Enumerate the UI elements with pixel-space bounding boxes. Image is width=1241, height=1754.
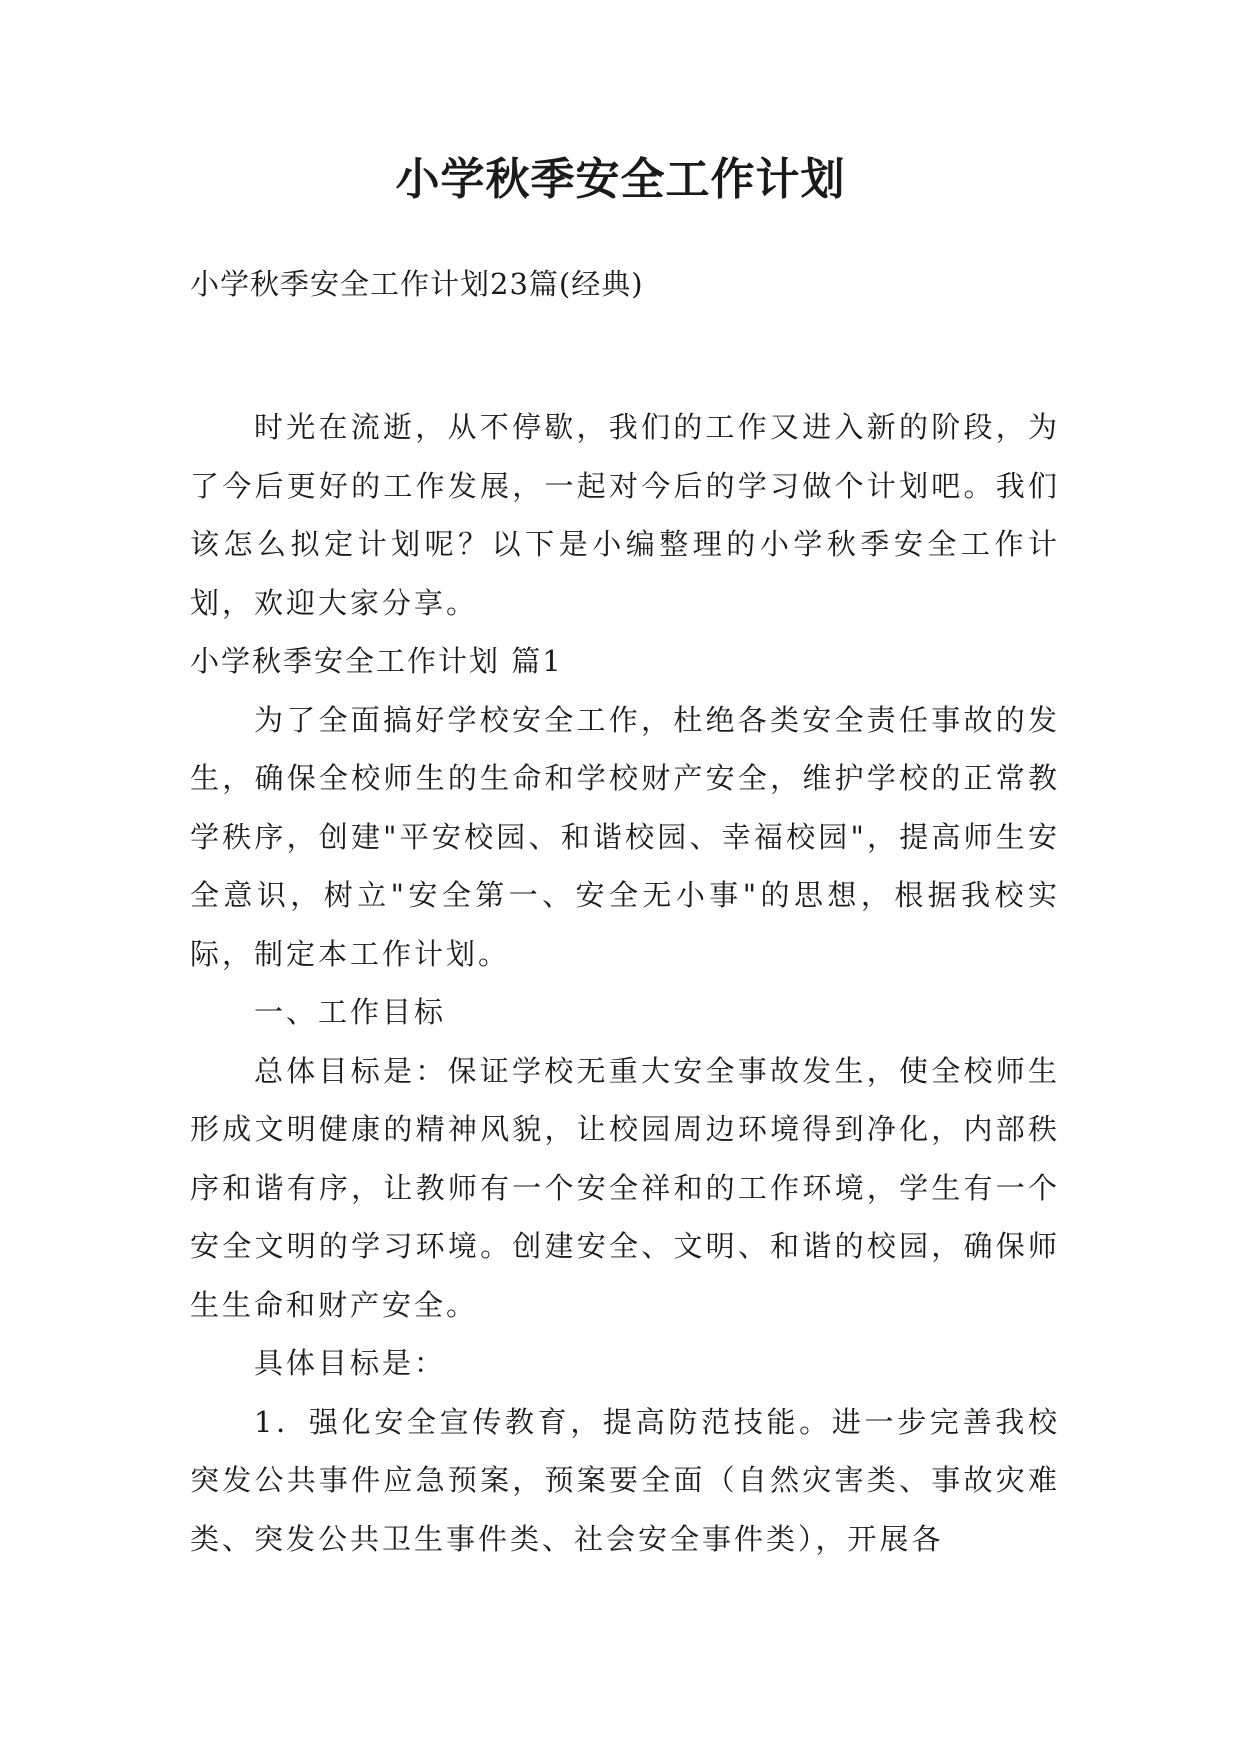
body-paragraph: 总体目标是：保证学校无重大安全事故发生，使全校师生形成文明健康的精神风貌，让校园周边环境得到净化，内部秩序和谐有序，让教师有一个安全祥和的工作环境，学生有一个安全文明的学习环境。创建安全、文明、和谐的校园，确保师生生命和财产安全。: [190, 1053, 1060, 1322]
document-subtitle: 小学秋季安全工作计划23篇(经典): [190, 267, 644, 301]
intro-paragraph: 时光在流逝，从不停歇，我们的工作又进入新的阶段，为了今后更好的工作发展，一起对今后的学习做个计划吧。我们该怎么拟定计划呢？以下是小编整理的小学秋季安全工作计划，欢迎大家分享。: [190, 410, 1060, 620]
subheading: 一、工作目标: [254, 995, 447, 1029]
document-title: 小学秋季安全工作计划: [395, 154, 846, 205]
body-paragraph: 为了全面搞好学校安全工作，杜绝各类安全责任事故的发生，确保全校师生的生命和学校财产安全，维护学校的正常教学秩序，创建"平安校园、和谐校园、幸福校园"，提高师生安全意识，树立"安全第一、安全无小事"的思想，根据我校实际，制定本工作计划。: [190, 702, 1060, 971]
subheading: 具体目标是：: [254, 1346, 447, 1380]
body-paragraph: 1．强化安全宣传教育，提高防范技能。进一步完善我校突发公共事件应急预案，预案要全面（自然灾害类、事故灾难类、突发公共卫生事件类、社会安全事件类），开展各: [190, 1404, 1060, 1556]
document-body: [190, 398, 1060, 1568]
section-heading: 小学秋季安全工作计划 篇1: [190, 644, 563, 678]
